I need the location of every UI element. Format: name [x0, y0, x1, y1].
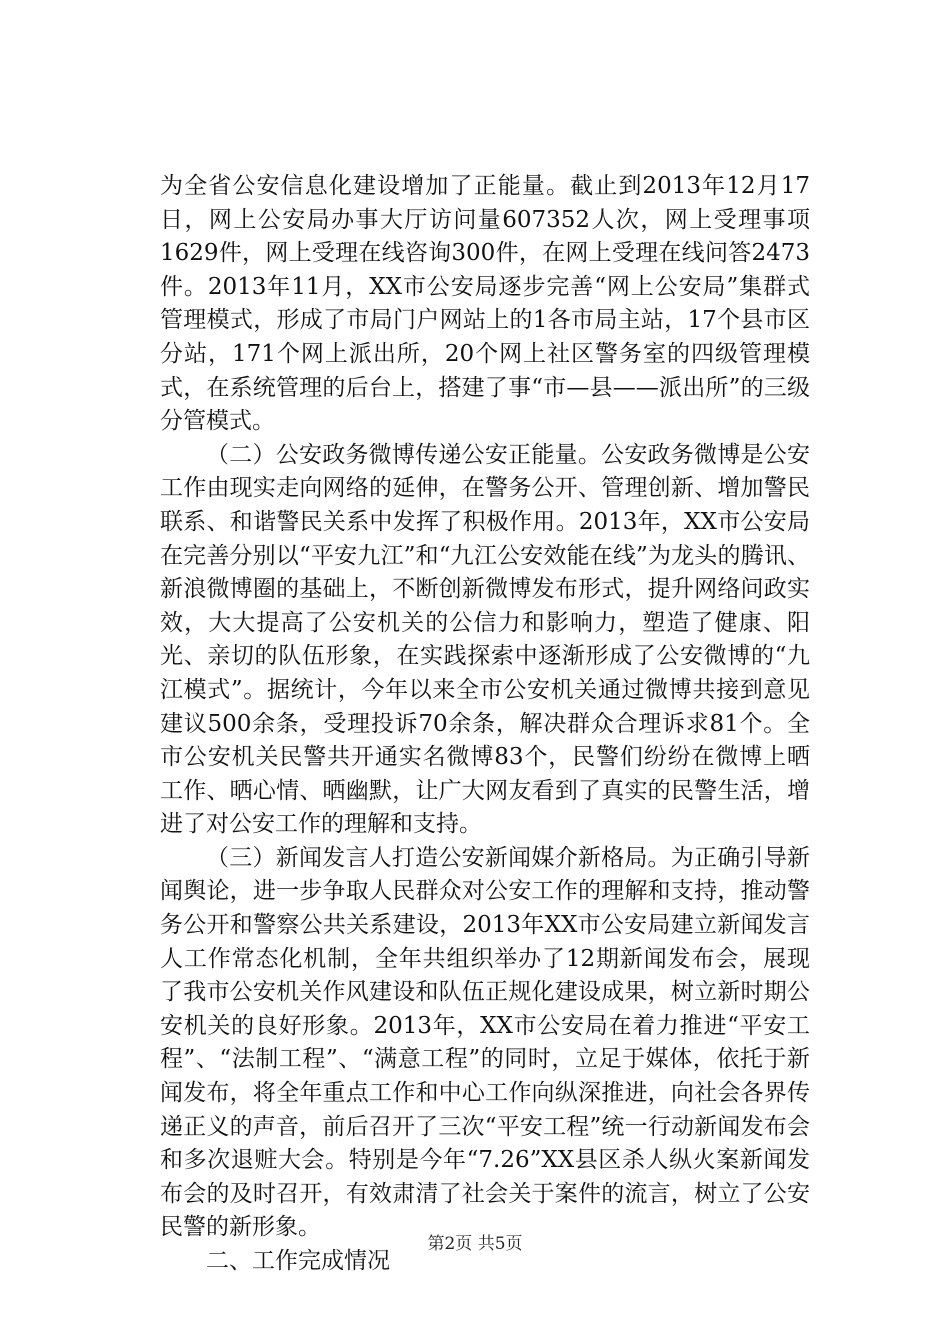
document-body: [160, 170, 810, 1279]
section-heading: 二、工作完成情况: [206, 1248, 390, 1274]
paragraph-press: （三）新闻发言人打造公安新闻媒介新格局。为正确引导新闻舆论，进一步争取人民群众对公安工作的理解和支持，推动警务公开和警察公共关系建设，2013年XX市公安局建立新闻发言人工作常态化机制，全年共组织举办了12期新闻发布会，展现了我市公安机关作风建设和队伍正规化建设成果，树立新时期公安机关的良好形象。2013年，XX市公安局在着力推进“平安工程”、“法制工程”、“满意工程”的同时，立足于媒体，依托于新闻发布，将全年重点工作和中心工作向纵深推进，向社会各界传递正义的声音，前后召开了三次“平安工程”统一行动新闻发布会和多次退赃大会。特别是今年“7.26”XX县区杀人纵火案新闻发布会的及时召开，有效肃清了社会关于案件的流言，树立了公安民警的新形象。: [160, 844, 810, 1241]
paragraph-weibo: （二）公安政务微博传递公安正能量。公安政务微博是公安工作由现实走向网络的延伸，在警务公开、管理创新、增加警民联系、和谐警民关系中发挥了积极作用。2013年，XX市公安局在完善分别以“平安九江”和“九江公安效能在线”为龙头的腾讯、新浪微博圈的基础上，不断创新微博发布形式，提升网络问政实效，大大提高了公安机关的公信力和影响力，塑造了健康、阳光、亲切的队伍形象，在实践探索中逐渐形成了公安微博的“九江模式”。据统计，今年以来全市公安机关通过微博共接到意见建议500余条，受理投诉70余条，解决群众合理诉求81个。全市公安机关民警共开通实名微博83个，民警们纷纷在微博上晒工作、晒心情、晒幽默，让广大网友看到了真实的民警生活，增进了对公安工作的理解和支持。: [160, 441, 810, 838]
paragraph-continuation: 为全省公安信息化建设增加了正能量。截止到2013年12月17日，网上公安局办事大厅访问量607352人次，网上受理事项1629件，网上受理在线咨询300件，在网上受理在线问答2473件。2013年11月，XX市公安局逐步完善“网上公安局”集群式管理模式，形成了市局门户网站上的1各市局主站，17个县市区分站，171个网上派出所，20个网上社区警务室的四级管理模式，在系统管理的后台上，搭建了事“市—县——派出所”的三级分管模式。: [160, 173, 810, 435]
page-footer: 第2页 共5页: [427, 1234, 523, 1254]
